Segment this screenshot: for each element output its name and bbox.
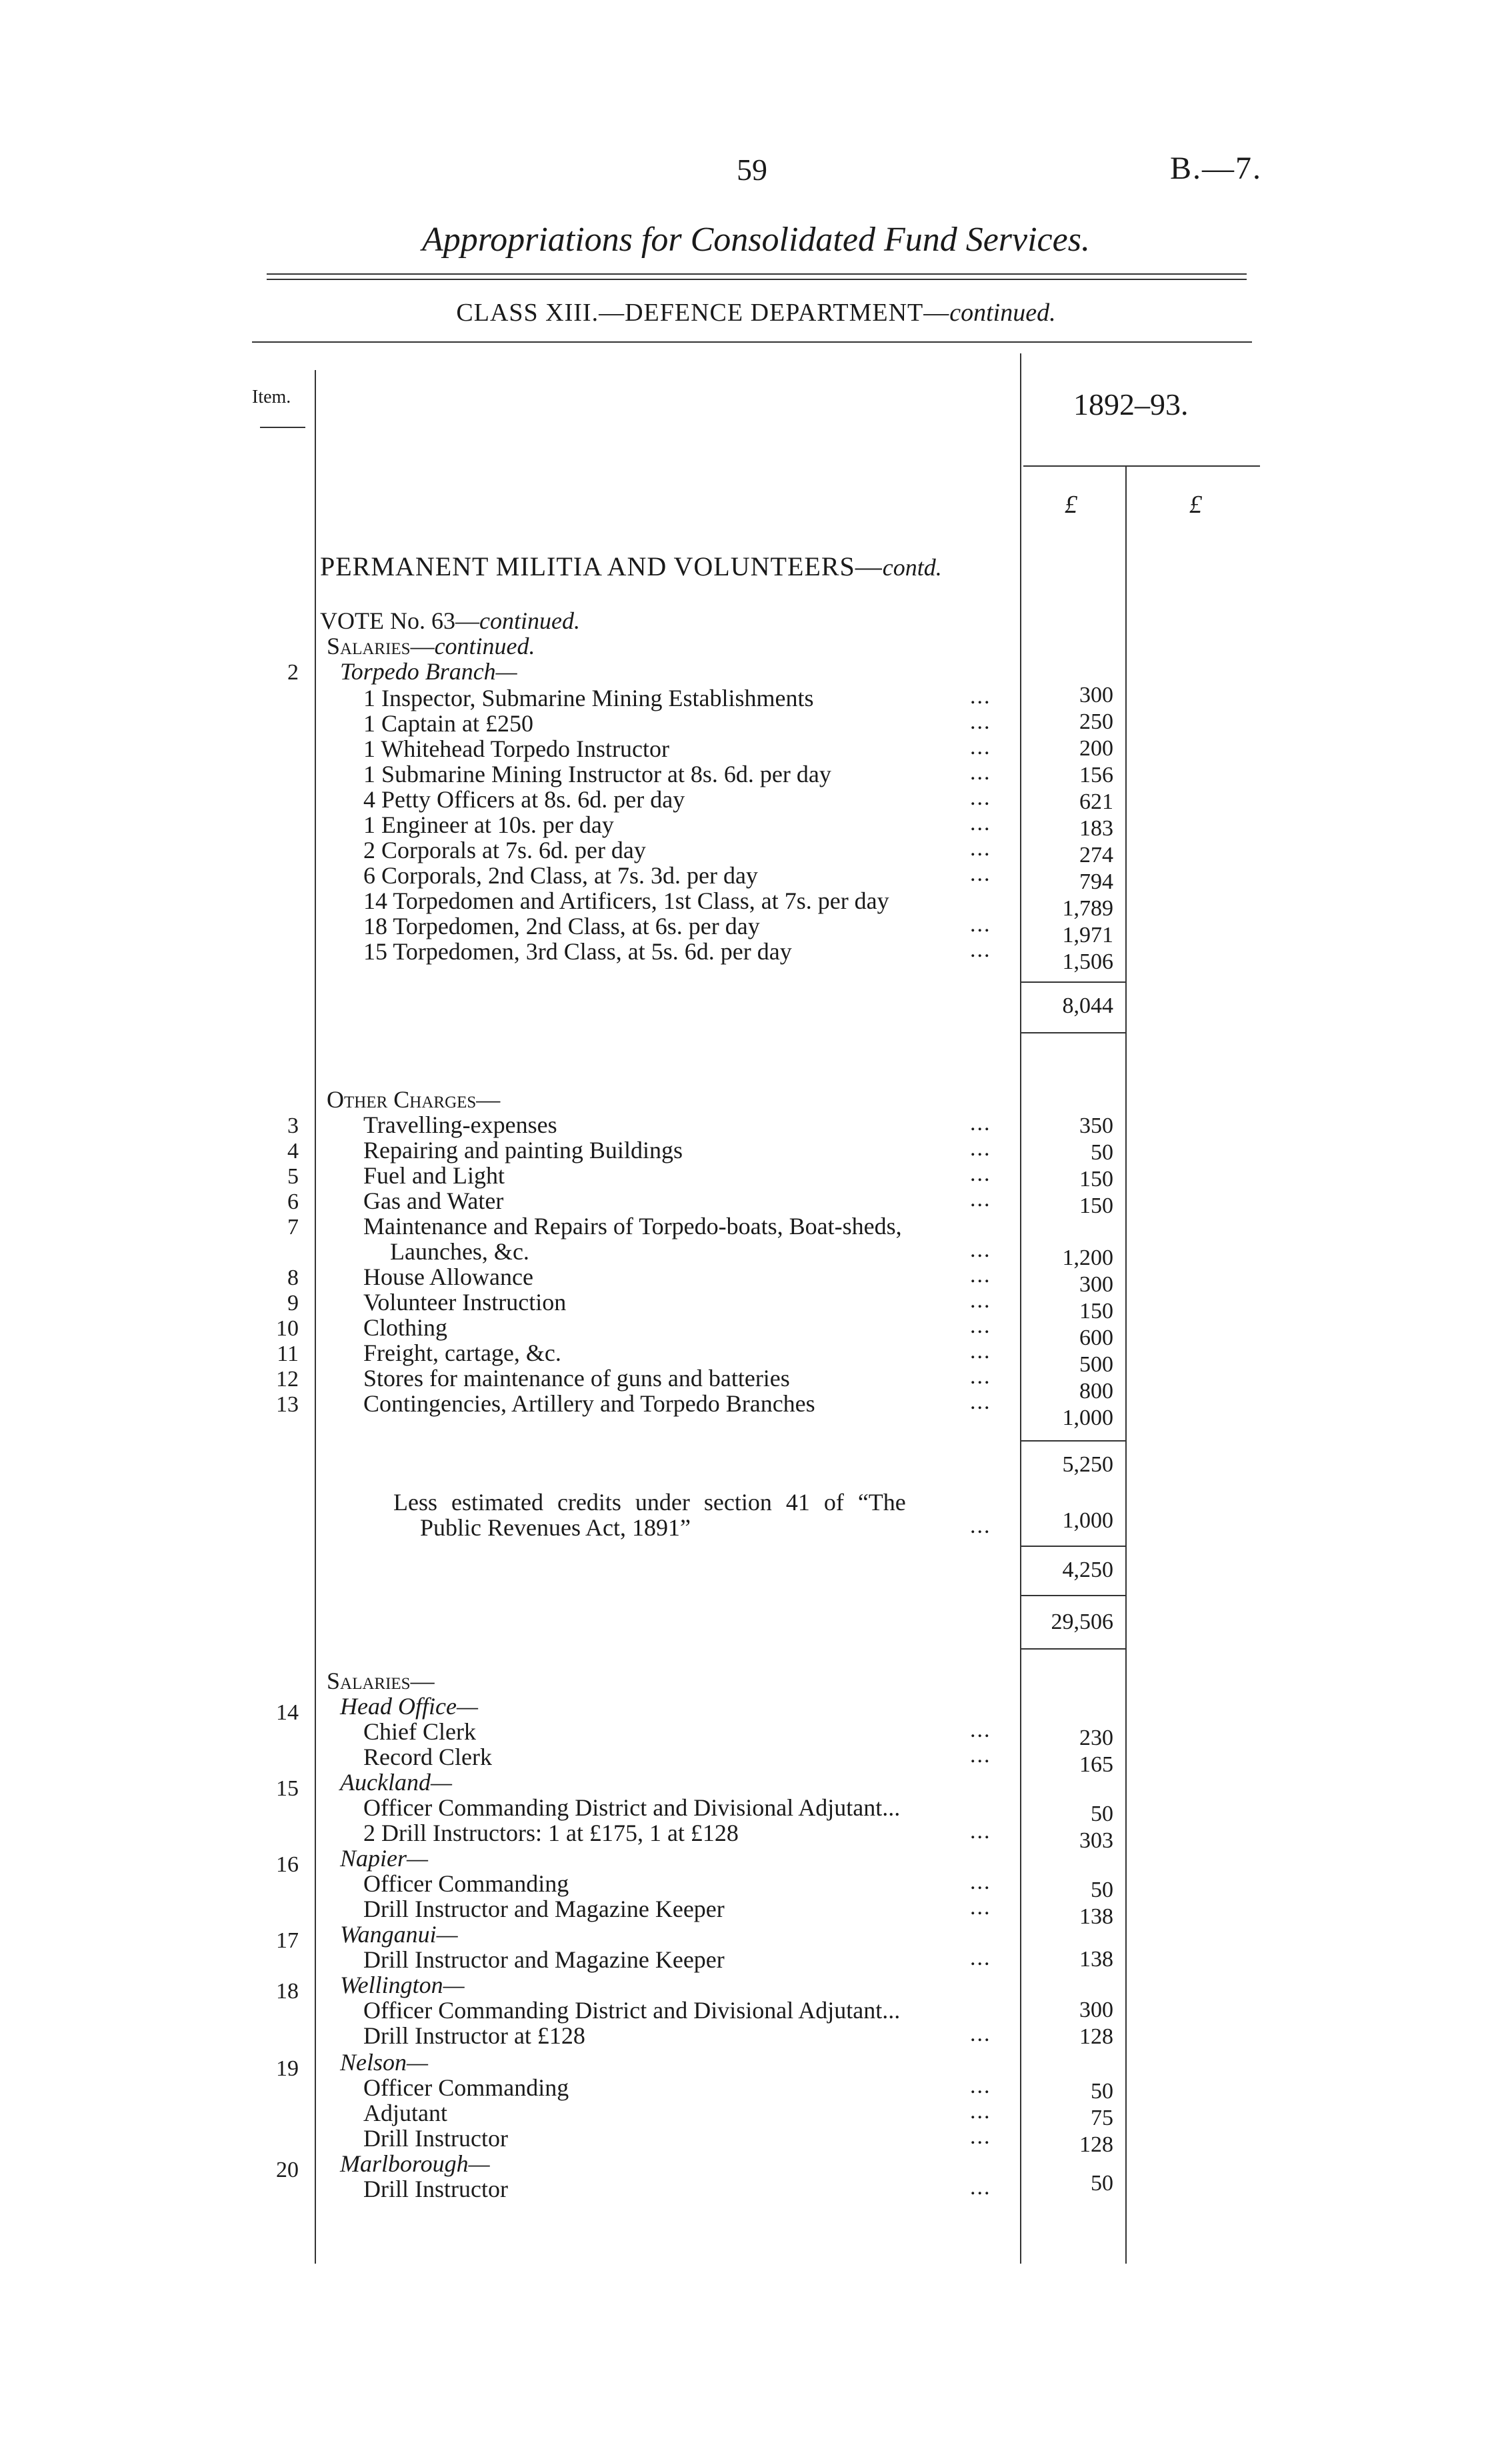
amount: 621 — [1079, 789, 1113, 814]
item-number: 12 — [276, 1367, 299, 1392]
list-item-desc: Adjutant — [363, 2100, 447, 2126]
leader-dots: ... — [970, 785, 991, 810]
vote-label: VOTE No. 63— — [320, 607, 479, 634]
list-item-desc: Contingencies, Artillery and Torpedo Branches — [363, 1390, 815, 1417]
list-item-desc: Officer Commanding — [363, 2074, 569, 2101]
leader-dots: ... — [970, 1718, 991, 1742]
leader-dots: ... — [970, 2022, 991, 2046]
item-number: 3 — [287, 1113, 299, 1138]
amount: 50 — [1091, 2079, 1113, 2104]
leader-dots: ... — [970, 760, 991, 785]
amount: 50 — [1091, 1802, 1113, 1826]
section-title-text: PERMANENT MILITIA AND VOLUNTEERS— — [320, 551, 883, 581]
list-item-desc: Gas and Water — [363, 1187, 504, 1214]
section-title-contd: contd. — [882, 554, 942, 581]
list-item-desc: 4 Petty Officers at 8s. 6d. per day — [363, 786, 685, 813]
list-item-desc: Drill Instructor at £128 — [363, 2022, 585, 2049]
office-heading: Head Office— — [340, 1693, 478, 1720]
class-continued: continued. — [949, 299, 1056, 327]
amount: 75 — [1091, 2106, 1113, 2130]
leader-dots: ... — [970, 1364, 991, 1389]
item-number: 4 — [287, 1139, 299, 1163]
amount: 1,000 — [1062, 1406, 1113, 1430]
list-item-desc: 1 Engineer at 10s. per day — [363, 811, 614, 838]
subtitle-rule — [252, 341, 1252, 343]
leader-dots: ... — [970, 2074, 991, 2098]
amount: 150 — [1079, 1193, 1113, 1218]
amount: 230 — [1079, 1726, 1113, 1750]
leader-dots: ... — [970, 1743, 991, 1768]
list-item-desc: Travelling-expenses — [363, 1111, 557, 1138]
amount: 300 — [1079, 683, 1113, 707]
torpedo-branch-heading: Torpedo Branch— — [340, 658, 517, 685]
amount-column-divider — [1125, 467, 1127, 2264]
item-number: 16 — [276, 1852, 299, 1877]
amount: 350 — [1079, 1113, 1113, 1138]
amount: 138 — [1079, 1947, 1113, 1972]
amount: 600 — [1079, 1326, 1113, 1350]
salaries-label: Salaries— — [327, 633, 435, 659]
amount: 300 — [1079, 1272, 1113, 1297]
grand-total-rule — [1020, 1595, 1125, 1596]
item-column-header: Item. — [252, 387, 291, 407]
amount: 165 — [1079, 1752, 1113, 1777]
list-item-desc: 18 Torpedomen, 2nd Class, at 6s. per day — [363, 913, 760, 939]
leader-dots: ... — [970, 1819, 991, 1844]
amount: 1,506 — [1062, 949, 1113, 974]
list-item-desc: Drill Instructor — [363, 2125, 508, 2152]
title-rule-bottom — [267, 279, 1247, 280]
district-heading: Wanganui— — [340, 1921, 458, 1948]
list-item-desc: 1 Inspector, Submarine Mining Establishments — [363, 685, 814, 711]
year-header-rule — [1023, 465, 1260, 467]
salaries-contd: continued. — [434, 633, 535, 659]
list-item-desc: 1 Submarine Mining Instructor at 8s. 6d. per day — [363, 761, 831, 787]
amount: 50 — [1091, 1140, 1113, 1165]
currency-header-col1: £ — [1065, 491, 1077, 519]
amount: 250 — [1079, 709, 1113, 734]
list-item-desc: 15 Torpedomen, 3rd Class, at 5s. 6d. per day — [363, 938, 792, 965]
class-label: CLASS XIII.—DEFENCE DEPARTMENT— — [456, 299, 950, 327]
list-item-desc: Drill Instructor and Magazine Keeper — [363, 1896, 725, 1922]
amount: 500 — [1079, 1352, 1113, 1377]
item-number: 8 — [287, 1266, 299, 1290]
leader-dots: ... — [970, 2175, 991, 2200]
leader-dots: ... — [970, 2124, 991, 2149]
item-number: 9 — [287, 1291, 299, 1316]
leader-dots: ... — [970, 1946, 991, 1970]
amount: 303 — [1079, 1828, 1113, 1853]
page-title: Appropriations for Consolidated Fund Services. — [422, 221, 1090, 259]
item-number: 17 — [276, 1928, 299, 1953]
district-heading: Wellington— — [340, 1972, 465, 1998]
leader-dots: ... — [970, 1238, 991, 1262]
amount: 128 — [1079, 2024, 1113, 2049]
list-item-desc: 1 Whitehead Torpedo Instructor — [363, 735, 670, 762]
list-item-desc: 6 Corporals, 2nd Class, at 7s. 3d. per day — [363, 862, 758, 889]
leader-dots: ... — [970, 912, 991, 937]
item-number: 13 — [276, 1392, 299, 1417]
salaries-heading-2: Salaries— — [327, 1668, 435, 1694]
item-column-divider — [315, 370, 316, 2264]
list-item-desc: Officer Commanding District and Divisional Adjutant... — [363, 1997, 901, 2024]
grand-total-rule-bottom — [1020, 1648, 1125, 1650]
leader-dots: ... — [970, 2099, 991, 2124]
leader-dots: ... — [970, 836, 991, 861]
item-header-rule — [260, 427, 305, 428]
district-heading: Napier— — [340, 1845, 429, 1872]
list-item-desc: 14 Torpedomen and Artificers, 1st Class, at 7s. per day — [363, 887, 889, 914]
less-credits-line2: Public Revenues Act, 1891” — [420, 1514, 691, 1541]
amount: 274 — [1079, 843, 1113, 867]
district-heading: Nelson— — [340, 2049, 429, 2076]
other-charges-heading: Other Charges— — [327, 1086, 501, 1113]
list-item-desc: House Allowance — [363, 1264, 533, 1290]
amount: 1,789 — [1062, 896, 1113, 921]
district-heading: Marlborough— — [340, 2150, 490, 2177]
item-number: 14 — [276, 1700, 299, 1725]
leader-dots: ... — [970, 1136, 991, 1161]
title-rule-top — [267, 273, 1247, 275]
leader-dots: ... — [970, 1514, 991, 1538]
leader-dots: ... — [970, 684, 991, 709]
section-title — [320, 551, 942, 582]
leader-dots: ... — [970, 735, 991, 759]
list-item-desc: Officer Commanding — [363, 1870, 569, 1897]
item-number: 18 — [276, 1979, 299, 2004]
amount: 128 — [1079, 2132, 1113, 2157]
amount: 794 — [1079, 869, 1113, 894]
amount: 183 — [1079, 816, 1113, 841]
list-item-desc: Repairing and painting Buildings — [363, 1137, 683, 1163]
year-header: 1892–93. — [1073, 387, 1189, 421]
vote-heading — [320, 607, 580, 635]
leader-dots: ... — [970, 937, 991, 962]
item-number: 6 — [287, 1189, 299, 1214]
currency-header-col2: £ — [1189, 491, 1202, 519]
list-item-desc: Stores for maintenance of guns and batteries — [363, 1365, 790, 1392]
list-item-desc: Volunteer Instruction — [363, 1289, 567, 1316]
leader-dots: ... — [970, 1288, 991, 1313]
leader-dots: ... — [970, 1895, 991, 1920]
other-charges-subtotal: 5,250 — [1062, 1452, 1113, 1477]
list-item-desc: Officer Commanding District and Divisional Adjutant... — [363, 1794, 901, 1821]
item-number: 11 — [277, 1342, 299, 1366]
leader-dots: ... — [970, 1111, 991, 1135]
leader-dots: ... — [970, 1870, 991, 1894]
leader-dots: ... — [970, 861, 991, 886]
amount: 50 — [1091, 2171, 1113, 2196]
item-number: 2 — [287, 660, 299, 685]
item-number: 10 — [276, 1316, 299, 1341]
salaries-heading — [327, 632, 535, 660]
torpedo-total: 8,044 — [1062, 993, 1113, 1018]
page-number: 59 — [737, 153, 767, 187]
leader-dots: ... — [970, 1263, 991, 1288]
leader-dots: ... — [970, 1390, 991, 1414]
leader-dots: ... — [970, 1314, 991, 1338]
list-item-desc: Drill Instructor and Magazine Keeper — [363, 1946, 725, 1973]
amount: 300 — [1079, 1998, 1113, 2022]
grand-total: 29,506 — [1051, 1610, 1113, 1634]
amount: 138 — [1079, 1904, 1113, 1929]
district-heading: Auckland— — [340, 1769, 452, 1796]
list-item-desc: Record Clerk — [363, 1744, 492, 1770]
leader-dots: ... — [970, 1187, 991, 1211]
item-number: 7 — [287, 1215, 299, 1240]
less-credits-line1: Less estimated credits under section 41 of “The — [393, 1489, 906, 1516]
leader-dots: ... — [970, 1161, 991, 1186]
item-number: 15 — [276, 1776, 299, 1801]
subtotal-rule — [1020, 1546, 1125, 1547]
amount: 50 — [1091, 1878, 1113, 1902]
amount: 1,200 — [1062, 1246, 1113, 1270]
less-credits-amount: 1,000 — [1062, 1508, 1113, 1533]
leader-dots: ... — [970, 811, 991, 835]
list-item-desc: Launches, &c. — [390, 1238, 529, 1265]
amount: 1,971 — [1062, 923, 1113, 947]
class-subtitle — [0, 298, 1512, 327]
amount: 200 — [1079, 736, 1113, 761]
list-item-desc: 2 Corporals at 7s. 6d. per day — [363, 837, 646, 863]
amount: 150 — [1079, 1299, 1113, 1324]
item-number: 19 — [276, 2056, 299, 2081]
list-item-desc: Clothing — [363, 1314, 448, 1341]
document-reference: B.—7. — [1170, 151, 1263, 186]
list-item-desc: Fuel and Light — [363, 1162, 505, 1189]
subtotal-rule — [1020, 1440, 1125, 1442]
item-number: 5 — [287, 1164, 299, 1189]
vote-contd: continued. — [479, 607, 580, 634]
list-item-desc: Maintenance and Repairs of Torpedo-boats, Boat-sheds, — [363, 1213, 902, 1240]
list-item-desc: Freight, cartage, &c. — [363, 1340, 561, 1366]
leader-dots: ... — [970, 709, 991, 734]
list-item-desc: Drill Instructor — [363, 2176, 508, 2202]
list-item-desc: 1 Captain at £250 — [363, 710, 533, 737]
leader-dots: ... — [970, 1339, 991, 1364]
list-item-desc: Chief Clerk — [363, 1718, 476, 1745]
other-charges-net: 4,250 — [1062, 1558, 1113, 1582]
amount: 800 — [1079, 1379, 1113, 1404]
list-item-desc: 2 Drill Instructors: 1 at £175, 1 at £128 — [363, 1820, 739, 1846]
subtotal-rule — [1020, 981, 1125, 983]
item-number: 20 — [276, 2158, 299, 2182]
amount: 150 — [1079, 1167, 1113, 1191]
amount: 156 — [1079, 763, 1113, 787]
total-rule — [1020, 1032, 1125, 1033]
